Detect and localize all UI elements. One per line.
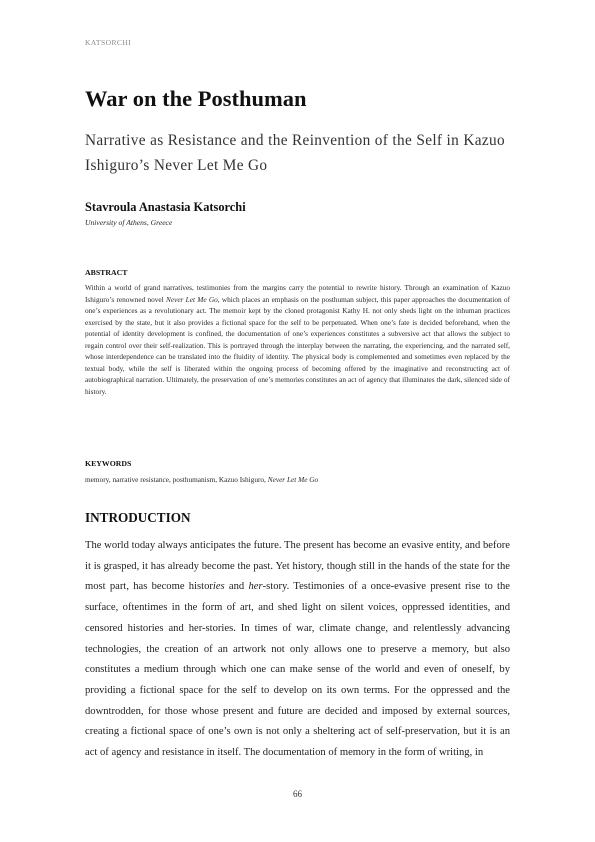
keywords-novel-title: Never Let Me Go — [267, 475, 319, 484]
article-subtitle: Narrative as Resistance and the Reinvention of the Self in Kazuo Ishiguro’s Never Let Me Go — [85, 132, 505, 174]
author-name: Stavroula Anastasia Katsorchi — [85, 200, 246, 214]
abstract-text — [85, 282, 510, 397]
intro-emphasis-ies: ies — [212, 581, 225, 593]
running-head: KATSORCHI — [85, 38, 132, 47]
abstract-heading: ABSTRACT — [85, 268, 128, 277]
introduction-paragraph — [85, 536, 510, 764]
abstract-text-part2: , which places an emphasis on the posthuman subject, this paper approaches the documentation of one’s experiences as a revolutionary act. The memoir kept by the cloned protagonist Kathy H. not only sheds light on the inhuman practices exercised by the state, but it also provides a fictional space for the self to be perpetuated. When one’s fate is decided beforehand, when the potential of identity development is confined, the documentation of one’s experiences constitutes a subversive act that allows the subject to regain control over their self-realization. This is portrayed through the interplay between the narrating, the experiencing, and the narrated self, whose interdependence can be translated into the fluidity of identity. The physical body is complemented and sometimes even replaced by the textual body, while the self is liberated within the ongoing process of becoming offered by the imaginative and reconstructing act of autobiographical narration. Ultimately, the preservation of one’s memories constitutes an act of agency that illuminates the dark, silenced side of history. — [85, 294, 510, 396]
introduction-heading: INTRODUCTION — [85, 510, 191, 525]
intro-emphasis-her: her — [248, 581, 263, 593]
abstract-novel-title: Never Let Me Go — [165, 294, 218, 304]
article-title: War on the Posthuman — [85, 86, 307, 111]
abstract-text-part1: Within a world of grand narratives, testimonies from the margins carry the potential to rewrite history. Through an examination of Kazuo Ishiguro’s renowned novel — [85, 283, 510, 304]
page-number: 66 — [293, 789, 302, 799]
intro-text-part2: and — [224, 581, 249, 593]
author-affiliation: University of Athens, Greece — [85, 218, 173, 227]
keywords-items: memory, narrative resistance, posthumanism, Kazuo Ishiguro, — [85, 475, 268, 484]
intro-text-part3: -story. Testimonies of a once-evasive present rise to the surface, oftentimes in the form of art, and shed light on silent voices, oppressed identities, and censored histories and her-stories. In times of war, climate change, and relentlessly advancing technologies, the creation of an artwork not only allows one to preserve a memory, but also constitutes a medium through which one can make sense of the world and even of oneself, by providing a fictional space for the self to develop on its own terms. For the oppressed and the downtrodden, for those whose present and future are decided and imposed by external sources, creating a fictional space of one’s own is not only a sheltering act of self-preservation, but it is an act of agency and resistance in itself. The documentation of memory in the form of writing, in — [85, 581, 510, 759]
intro-text-part1: The world today always anticipates the future. The present has become an evasive entity, and before it is grasped, it has already become the past. Yet history, though still in the hands of the state for the most part, has become histor — [85, 540, 510, 593]
keywords-heading: KEYWORDS — [85, 459, 132, 468]
keywords-list — [85, 475, 318, 484]
